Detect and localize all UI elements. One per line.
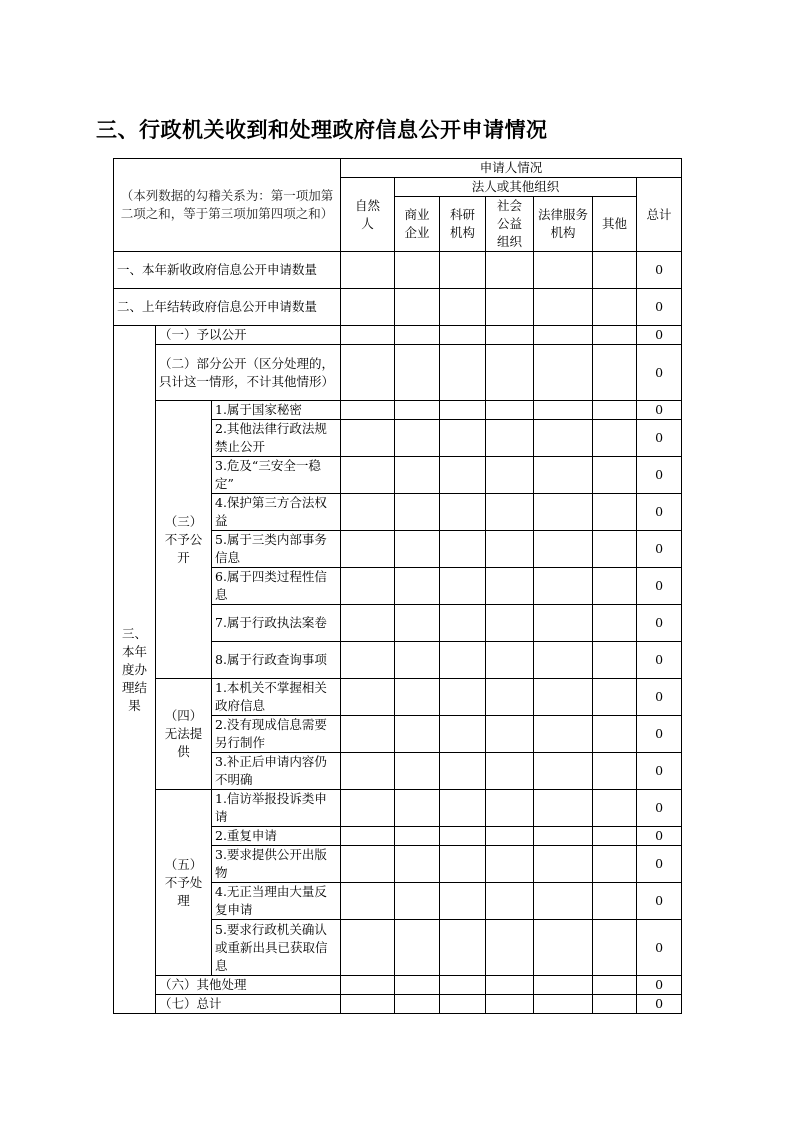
row-total: 0 — [637, 995, 682, 1014]
table-row — [114, 252, 682, 289]
row-total: 0 — [637, 642, 682, 679]
row-label: （七）总计 — [156, 995, 341, 1014]
header-applicant: 申请人情况 — [341, 159, 682, 178]
row-label: 2.其他法律行政法规禁止公开 — [212, 420, 341, 457]
table-row — [114, 679, 682, 716]
group-label: （三）不予公开 — [156, 401, 212, 679]
row-total: 0 — [637, 457, 682, 494]
row-total: 0 — [637, 326, 682, 345]
row-label: （一）予以公开 — [156, 326, 341, 345]
header-public-welfare: 社会公益组织 — [486, 197, 534, 252]
row-label: 5.属于三类内部事务信息 — [212, 531, 341, 568]
row-total: 0 — [637, 345, 682, 401]
row-total: 0 — [637, 494, 682, 531]
table-row — [114, 289, 682, 326]
application-stats-table — [113, 158, 682, 1014]
row-label: 一、本年新收政府信息公开申请数量 — [114, 252, 341, 289]
row-label: 6.属于四类过程性信息 — [212, 568, 341, 605]
table-row — [114, 790, 682, 827]
row-label: 二、上年结转政府信息公开申请数量 — [114, 289, 341, 326]
header-natural-person: 自然人 — [341, 178, 395, 252]
row-total: 0 — [637, 846, 682, 883]
row-label: 4.保护第三方合法权益 — [212, 494, 341, 531]
section-3-label: 三、本年度办理结果 — [114, 326, 156, 1014]
row-label: 2.重复申请 — [212, 827, 341, 846]
table-row — [114, 976, 682, 995]
table-row — [114, 326, 682, 345]
header-note: （本列数据的勾稽关系为：第一项加第二项之和，等于第三项加第四项之和） — [114, 159, 341, 252]
row-total: 0 — [637, 531, 682, 568]
header-total: 总计 — [637, 178, 682, 252]
row-total: 0 — [637, 605, 682, 642]
row-total: 0 — [637, 790, 682, 827]
row-label: 3.补正后申请内容仍不明确 — [212, 753, 341, 790]
table-row — [114, 401, 682, 420]
row-label: 3.危及“三安全一稳定” — [212, 457, 341, 494]
row-label: 5.要求行政机关确认或重新出具已获取信息 — [212, 920, 341, 976]
table-row — [114, 345, 682, 401]
header-legal-service: 法律服务机构 — [534, 197, 593, 252]
table-row — [114, 995, 682, 1014]
row-total: 0 — [637, 753, 682, 790]
row-total: 0 — [637, 883, 682, 920]
row-label: 1.属于国家秘密 — [212, 401, 341, 420]
row-total: 0 — [637, 420, 682, 457]
group-label: （五）不予处理 — [156, 790, 212, 976]
row-total: 0 — [637, 976, 682, 995]
row-label: 8.属于行政查询事项 — [212, 642, 341, 679]
row-label: 4.无正当理由大量反复申请 — [212, 883, 341, 920]
header-legal-org: 法人或其他组织 — [395, 178, 637, 197]
row-total: 0 — [637, 401, 682, 420]
header-commercial: 商业企业 — [395, 197, 440, 252]
row-label: 1.信访举报投诉类申请 — [212, 790, 341, 827]
group-label: （四）无法提供 — [156, 679, 212, 790]
header-other: 其他 — [593, 197, 637, 252]
row-label: 1.本机关不掌握相关政府信息 — [212, 679, 341, 716]
row-label: 7.属于行政执法案卷 — [212, 605, 341, 642]
row-total: 0 — [637, 679, 682, 716]
row-label: （六）其他处理 — [156, 976, 341, 995]
row-total: 0 — [637, 289, 682, 326]
row-label: （二）部分公开（区分处理的，只计这一情形，不计其他情形） — [156, 345, 341, 401]
row-total: 0 — [637, 827, 682, 846]
page-title: 三、行政机关收到和处理政府信息公开申请情况 — [96, 118, 548, 142]
header-research: 科研机构 — [440, 197, 486, 252]
row-total: 0 — [637, 568, 682, 605]
row-total: 0 — [637, 716, 682, 753]
row-label: 3.要求提供公开出版物 — [212, 846, 341, 883]
row-total: 0 — [637, 252, 682, 289]
row-total: 0 — [637, 920, 682, 976]
row-label: 2.没有现成信息需要另行制作 — [212, 716, 341, 753]
